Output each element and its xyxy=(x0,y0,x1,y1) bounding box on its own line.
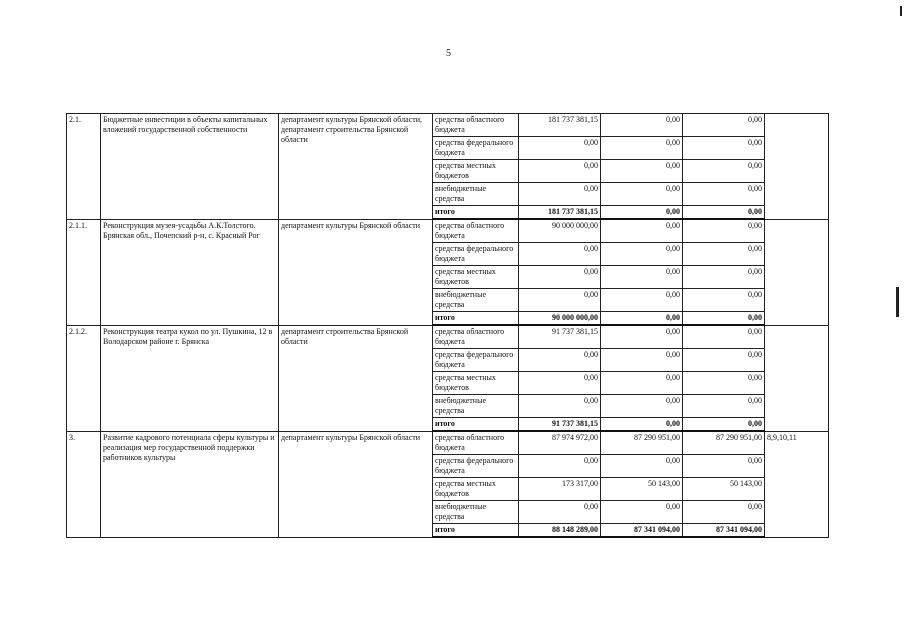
total-year2-cell: 0,00 xyxy=(601,418,683,432)
amount-year3-cell: 0,00 xyxy=(683,243,765,266)
executor-cell: департамент культуры Брянской области xyxy=(279,431,433,537)
indicator-ref-cell xyxy=(765,114,829,220)
funding-source-cell: внебюджетные средства xyxy=(433,501,519,524)
amount-year1-cell: 0,00 xyxy=(519,372,601,395)
funding-source-cell: средства областного бюджета xyxy=(433,219,519,243)
total-label-cell: итого xyxy=(433,206,519,220)
amount-year2-cell: 0,00 xyxy=(601,137,683,160)
amount-year3-cell: 0,00 xyxy=(683,325,765,349)
amount-year2-cell: 0,00 xyxy=(601,243,683,266)
total-year3-cell: 0,00 xyxy=(683,418,765,432)
executor-cell: департамент культуры Брянской области xyxy=(279,219,433,325)
funding-source-cell: внебюджетные средства xyxy=(433,183,519,206)
funding-source-cell: средства местных бюджетов xyxy=(433,478,519,501)
funding-source-cell: средства федерального бюджета xyxy=(433,243,519,266)
total-year3-cell: 0,00 xyxy=(683,312,765,326)
amount-year1-cell: 87 974 972,00 xyxy=(519,431,601,455)
funding-source-cell: средства областного бюджета xyxy=(433,431,519,455)
page-number: 5 xyxy=(446,48,451,59)
activity-name-cell: Бюджетные инвестиции в объекты капитальных вложений государственной собственности xyxy=(101,114,279,220)
amount-year2-cell: 0,00 xyxy=(601,219,683,243)
amount-year2-cell: 0,00 xyxy=(601,325,683,349)
total-year1-cell: 90 000 000,00 xyxy=(519,312,601,326)
executor-cell: департамент культуры Брянской области, департамент строительства Брянской области xyxy=(279,114,433,220)
amount-year2-cell: 87 290 951,00 xyxy=(601,431,683,455)
amount-year3-cell: 0,00 xyxy=(683,349,765,372)
amount-year1-cell: 0,00 xyxy=(519,183,601,206)
amount-year1-cell: 0,00 xyxy=(519,395,601,418)
scan-edge-mark-top xyxy=(900,6,902,16)
total-year1-cell: 91 737 381,15 xyxy=(519,418,601,432)
amount-year1-cell: 0,00 xyxy=(519,289,601,312)
indicator-ref-cell xyxy=(765,219,829,325)
amount-year2-cell: 0,00 xyxy=(601,501,683,524)
scan-edge-mark-right xyxy=(896,287,899,317)
funding-source-cell: внебюджетные средства xyxy=(433,289,519,312)
table-row xyxy=(67,325,829,349)
amount-year3-cell: 0,00 xyxy=(683,501,765,524)
amount-year2-cell: 0,00 xyxy=(601,455,683,478)
row-number-cell: 2.1. xyxy=(67,114,101,220)
funding-source-cell: средства областного бюджета xyxy=(433,114,519,137)
amount-year1-cell: 173 317,00 xyxy=(519,478,601,501)
total-label-cell: итого xyxy=(433,418,519,432)
amount-year3-cell: 0,00 xyxy=(683,289,765,312)
table-row xyxy=(67,114,829,137)
row-number-cell: 2.1.1. xyxy=(67,219,101,325)
funding-source-cell: средства местных бюджетов xyxy=(433,372,519,395)
amount-year3-cell: 0,00 xyxy=(683,137,765,160)
funding-source-cell: средства федерального бюджета xyxy=(433,349,519,372)
total-year3-cell: 87 341 094,00 xyxy=(683,524,765,538)
amount-year1-cell: 90 000 000,00 xyxy=(519,219,601,243)
amount-year3-cell: 0,00 xyxy=(683,266,765,289)
amount-year1-cell: 0,00 xyxy=(519,501,601,524)
budget-table-body xyxy=(67,114,829,538)
total-year2-cell: 87 341 094,00 xyxy=(601,524,683,538)
amount-year3-cell: 0,00 xyxy=(683,372,765,395)
amount-year3-cell: 0,00 xyxy=(683,395,765,418)
amount-year2-cell: 0,00 xyxy=(601,160,683,183)
executor-cell: департамент строительства Брянской области xyxy=(279,325,433,431)
amount-year1-cell: 0,00 xyxy=(519,137,601,160)
table-row xyxy=(67,219,829,243)
total-label-cell: итого xyxy=(433,312,519,326)
funding-source-cell: средства местных бюджетов xyxy=(433,266,519,289)
amount-year2-cell: 0,00 xyxy=(601,183,683,206)
amount-year3-cell: 0,00 xyxy=(683,114,765,137)
amount-year2-cell: 0,00 xyxy=(601,114,683,137)
amount-year1-cell: 181 737 381,15 xyxy=(519,114,601,137)
amount-year3-cell: 50 143,00 xyxy=(683,478,765,501)
activity-name-cell: Развитие кадрового потенциала сферы культуры и реализация мер государственной поддержки работников культуры xyxy=(101,431,279,537)
amount-year1-cell: 0,00 xyxy=(519,349,601,372)
amount-year1-cell: 91 737 381,15 xyxy=(519,325,601,349)
amount-year1-cell: 0,00 xyxy=(519,243,601,266)
amount-year2-cell: 50 143,00 xyxy=(601,478,683,501)
amount-year1-cell: 0,00 xyxy=(519,160,601,183)
amount-year2-cell: 0,00 xyxy=(601,372,683,395)
amount-year2-cell: 0,00 xyxy=(601,395,683,418)
funding-source-cell: средства местных бюджетов xyxy=(433,160,519,183)
table-row xyxy=(67,431,829,455)
funding-source-cell: средства федерального бюджета xyxy=(433,455,519,478)
amount-year2-cell: 0,00 xyxy=(601,349,683,372)
total-year1-cell: 181 737 381,15 xyxy=(519,206,601,220)
amount-year3-cell: 0,00 xyxy=(683,219,765,243)
amount-year1-cell: 0,00 xyxy=(519,266,601,289)
amount-year3-cell: 0,00 xyxy=(683,183,765,206)
activity-name-cell: Реконструкция музея-усадьбы А.К.Толстого. Брянская обл., Почепский р-н, с. Красный Рог xyxy=(101,219,279,325)
indicator-ref-cell: 8,9,10,11 xyxy=(765,431,829,537)
total-year3-cell: 0,00 xyxy=(683,206,765,220)
funding-source-cell: средства областного бюджета xyxy=(433,325,519,349)
funding-source-cell: средства федерального бюджета xyxy=(433,137,519,160)
funding-source-cell: внебюджетные средства xyxy=(433,395,519,418)
amount-year1-cell: 0,00 xyxy=(519,455,601,478)
total-year1-cell: 88 148 289,00 xyxy=(519,524,601,538)
amount-year2-cell: 0,00 xyxy=(601,266,683,289)
activity-name-cell: Реконструкция театра кукол по ул. Пушкина, 12 в Володарском районе г. Брянска xyxy=(101,325,279,431)
budget-table xyxy=(66,113,829,538)
amount-year3-cell: 87 290 951,00 xyxy=(683,431,765,455)
amount-year3-cell: 0,00 xyxy=(683,160,765,183)
amount-year3-cell: 0,00 xyxy=(683,455,765,478)
row-number-cell: 3. xyxy=(67,431,101,537)
total-year2-cell: 0,00 xyxy=(601,206,683,220)
amount-year2-cell: 0,00 xyxy=(601,289,683,312)
total-label-cell: итого xyxy=(433,524,519,538)
total-year2-cell: 0,00 xyxy=(601,312,683,326)
row-number-cell: 2.1.2. xyxy=(67,325,101,431)
indicator-ref-cell xyxy=(765,325,829,431)
